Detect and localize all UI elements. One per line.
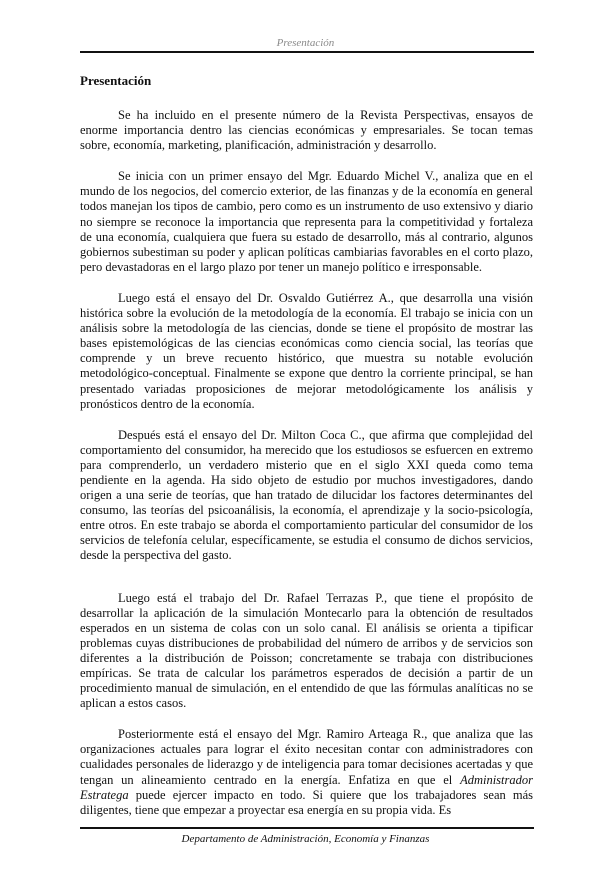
footer-rule xyxy=(80,827,534,829)
paragraph-arteaga xyxy=(80,727,533,818)
page-body xyxy=(80,73,533,834)
paragraph-arteaga-emphasis: Administrador Estratega xyxy=(80,772,533,802)
section-title: Presentación xyxy=(80,73,152,88)
paragraph-arteaga-text-start: Posteriormente está el ensayo del Mgr. Ramiro Arteaga R., que analiza que las organizaciones actuales para lograr el éxito necesitan contar con administradores con cualidades personales de liderazgo y de inteligencia para tomar decisiones acertadas y que tengan un alineamiento centrado en la energía. Enfatiza en que el xyxy=(80,727,533,787)
running-header: Presentación xyxy=(276,37,335,49)
paragraph-coca: Después está el ensayo del Dr. Milton Coca C., que afirma que complejidad del comportamiento del consumidor, ha merecido que los estudiosos se esfuercen en extremo para comprenderlo, un verdadero misterio que en el siglo XXI queda como tema pendiente en la agenda. Ha sido objeto de estudio por muchos investigadores, dando origen a una serie de teorías, que han tratado de dilucidar los factores determinantes del consumo, las teorías del psicoanálisis, la economía, el aprendizaje y la socio-psicología, entre otros. En este trabajo se aborda el comportamiento particular del consumidor de los servicios de telefonía celular, específicamente, se estudia el consumo de dichos servicios, desde la perspectiva del gasto. xyxy=(80,427,533,563)
paragraph-michel: Se inicia con un primer ensayo del Mgr. Eduardo Michel V., analiza que en el mundo de los negocios, del comercio exterior, de las finanzas y de la economía en general todos manejan los tipos de cambio, pero como es un instrumento de uso extensivo y diario no siempre se reconoce la importancia que representa para la competitividad y fortaleza de una economía, cualquiera que fuera su estado de desarrollo, más al contrario, algunos gobiernos subestiman su poder y aplican políticas cambiarias favorables en el corto plazo, pero devastadoras en el largo plazo por tener un manejo político e irresponsable. xyxy=(80,169,533,274)
paragraph-gutierrez: Luego está el ensayo del Dr. Osvaldo Gutiérrez A., que desarrolla una visión histórica sobre la evolución de la metodología de la economía. El trabajo se inicia con un análisis sobre la metodología de las ciencias, donde se tiene el propósito de mostrar las bases epistemológicas de las ciencias económicas como ciencia social, las teorías que comprende y un breve recuento histórico, que muestra su notable evolución metodológico-conceptual. Finalmente se expone que dentro la corriente principal, se han presentado variadas proposiciones de mejorar metodológicamente los análisis y pronósticos dentro de la economía. xyxy=(80,290,533,411)
paragraph-arteaga-text-end: puede ejercer impacto en todo. Si quiere que los trabajadores sean más diligentes, tiene que empezar a proyectar esa energía en su propia vida. Es xyxy=(80,787,533,817)
paragraph-intro: Se ha incluido en el presente número de la Revista Perspectivas, ensayos de enorme importancia dentro las ciencias económicas y empresariales. Se tocan temas sobre, economía, marketing, planificación, administración y desarrollo. xyxy=(80,108,533,153)
header-rule xyxy=(80,51,534,53)
running-footer: Departamento de Administración, Economía y Finanzas xyxy=(181,833,430,845)
paragraph-terrazas: Luego está el trabajo del Dr. Rafael Terrazas P., que tiene el propósito de desarrollar la aplicación de la simulación Montecarlo para la obtención de resultados esperados en un sistema de colas con un solo canal. El análisis se orienta a tipificar problemas cuyas distribuciones de probabilidad del número de arribos y de servicios son diferentes a la distribución de Poisson; concretamente se trabaja con distribuciones empíricas. Se trata de calcular los parámetros esperados de decisión a partir de un procedimiento manual de simulación, en el entendido de que las fórmulas analíticas no se aplican a estos casos. xyxy=(80,590,533,711)
